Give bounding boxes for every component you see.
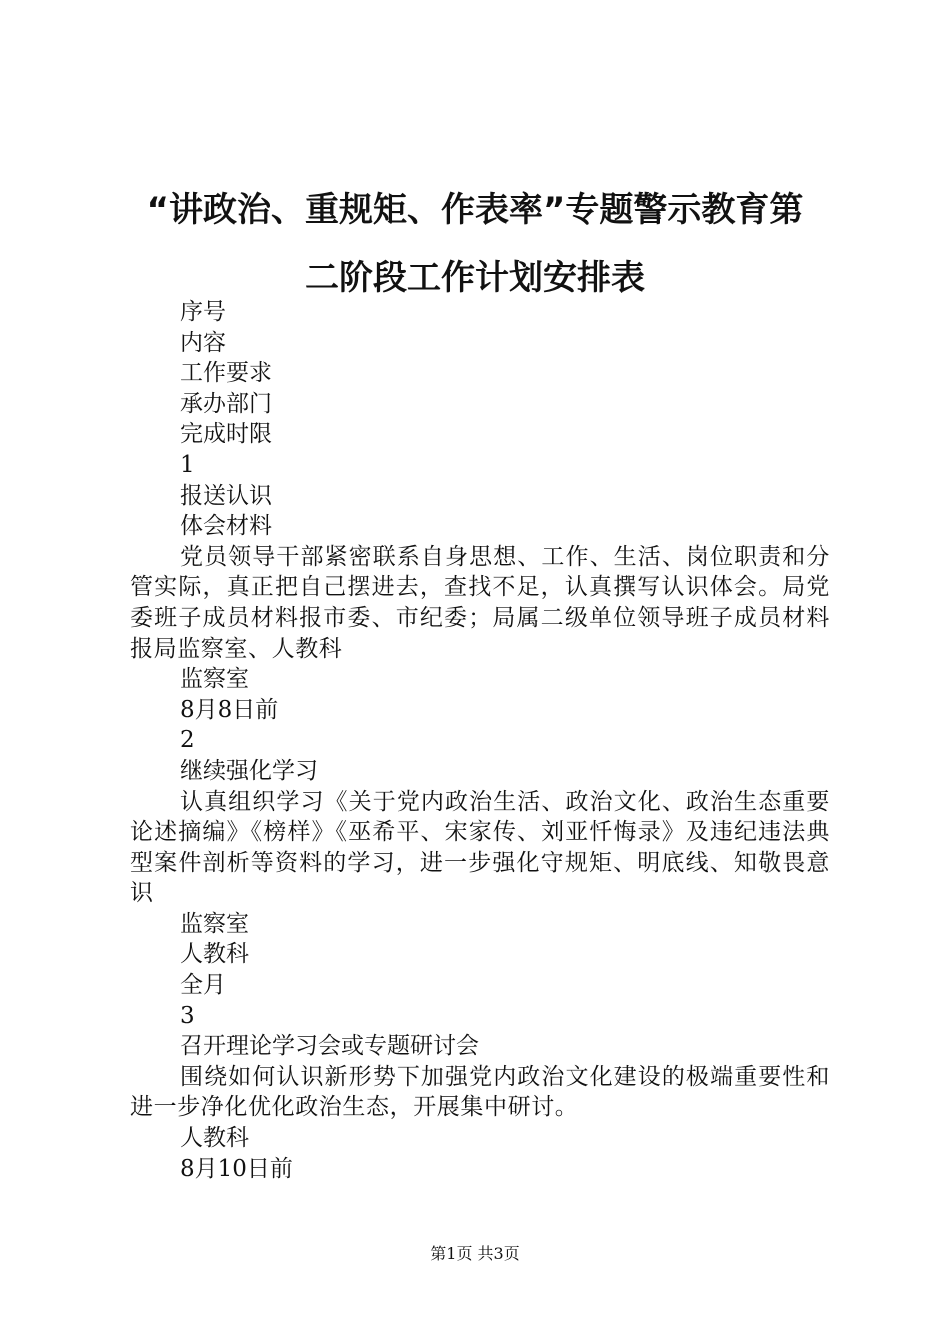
- row-1-department: 监察室: [180, 666, 249, 693]
- row-3-serial: 3: [180, 1002, 195, 1029]
- document-body: [130, 297, 830, 1184]
- row-2-content: 继续强化学习: [180, 757, 318, 784]
- page-footer: [0, 1242, 950, 1266]
- header-department: 承办部门: [180, 390, 272, 417]
- header-serial: 序号: [180, 299, 226, 325]
- row-1-content-line-2: 体会材料: [180, 513, 272, 540]
- row-2-deadline: 全月: [180, 972, 226, 999]
- document-title: [120, 176, 830, 312]
- page-number: 第1页 共3页: [430, 1244, 520, 1263]
- row-1-serial: 1: [180, 451, 195, 478]
- title-line-2: 二阶段工作计划安排表: [305, 258, 645, 298]
- row-2-department-2: 人教科: [180, 941, 249, 968]
- row-1-content-line-1: 报送认识: [180, 482, 272, 509]
- row-3-department: 人教科: [180, 1125, 249, 1152]
- row-2-serial: 2: [180, 727, 195, 754]
- row-1-deadline: 8月8日前: [180, 696, 279, 723]
- row-2-department-1: 监察室: [180, 910, 249, 937]
- header-deadline: 完成时限: [180, 421, 272, 448]
- row-3-requirement: 围绕如何认识新形势下加强党内政治文化建设的极端重要性和进一步净化优化政治生态，开展集中研讨。: [130, 1063, 830, 1121]
- title-line-1: “讲政治、重规矩、作表率”专题警示教育第: [146, 190, 804, 230]
- row-2-requirement: 认真组织学习《关于党内政治生活、政治文化、政治生态重要论述摘编》《榜样》《巫希平、宋家传、刘亚忏悔录》及违纪违法典型案件剖析等资料的学习，进一步强化守规矩、明底线、知敬畏意识: [130, 788, 830, 907]
- row-3-deadline: 8月10日前: [180, 1155, 293, 1182]
- header-content: 内容: [180, 329, 226, 356]
- row-1-requirement: 党员领导干部紧密联系自身思想、工作、生活、岗位职责和分管实际，真正把自己摆进去，查找不足，认真撰写认识体会。局党委班子成员材料报市委、市纪委；局属二级单位领导班子成员材料报局监察室、人教科: [130, 543, 830, 662]
- header-requirement: 工作要求: [180, 360, 272, 387]
- row-3-content: 召开理论学习会或专题研讨会: [180, 1033, 479, 1060]
